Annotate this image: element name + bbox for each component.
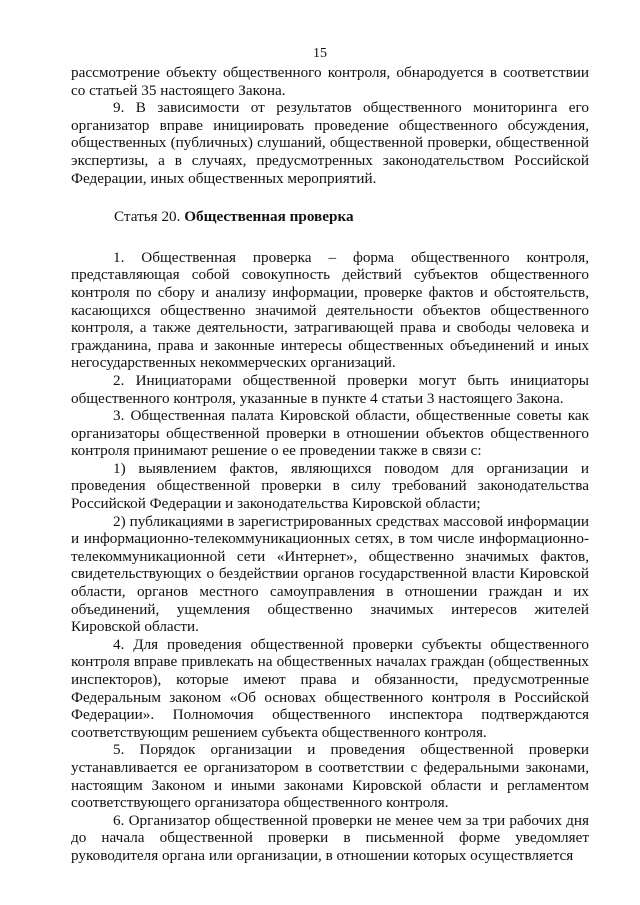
paragraph-item-9: 9. В зависимости от результатов общественного мониторинга его организатор вправе инициировать проведение общественного обсуждения, общественных (публичных) слушаний, общественной проверки, общественной экспертизы, а в случаях, предусмотренных законодательством Российской Федерации, иных общественных мероприятий. [71, 99, 589, 187]
paragraph-item-6: 6. Организатор общественной проверки не менее чем за три рабочих дня до начала общественной проверки в письменной форме уведомляет руководителя органа или организации, в отношении которых осуществляется [71, 811, 589, 864]
paragraph-item-4: 4. Для проведения общественной проверки субъекты общественного контроля вправе привлекать на общественных началах граждан (общественных инспекторов), которые имеют права и обязанности, предусмотренные Федеральным законом «Об основах общественного контроля в Российской Федерации». Полномочия общественного инспектора подтверждаются соответствующим решением субъекта общественного контроля. [71, 635, 589, 741]
document-body [71, 64, 589, 865]
paragraph-item-5: 5. Порядок организации и проведения общественной проверки устанавливается ее организатором в соответствии с федеральными законами, настоящим Законом и иными законами Кировской области и регламентом соответствующего организатора общественного контроля. [71, 741, 589, 812]
article-heading-title: Общественная проверка [184, 208, 354, 226]
subparagraph-item-2: 2) публикациями в зарегистрированных средствах массовой информации и информационно-телекоммуникационных сетях, в том числе информационно-телекоммуникационной сети «Интернет», общественно значимых фактов, свидетельствующих о бездействии органов государственной власти Кировской области, органов местного самоуправления в отношении граждан и их объединений, ущемления общественно значимых интересов жителей Кировской области. [71, 512, 589, 636]
paragraph-continuation: рассмотрение объекту общественного контроля, обнародуется в соответствии со статьей 35 настоящего Закона. [71, 64, 589, 99]
paragraph-item-2: 2. Инициаторами общественной проверки могут быть инициаторы общественного контроля, указанные в пункте 4 статьи 3 настоящего Закона. [71, 371, 589, 407]
article-heading [71, 208, 589, 226]
paragraph-item-3: 3. Общественная палата Кировской области, общественные советы как организаторы общественной проверки в отношении объектов общественного контроля принимают решение о ее проведении также в связи с: [71, 407, 589, 460]
page-number: 15 [313, 46, 327, 61]
paragraph-item-1: 1. Общественная проверка – форма общественного контроля, представляющая собой совокупность действий субъектов общественного контроля по сбору и анализу информации, проверке фактов и обстоятельств, касающихся общественно значимой деятельности объектов общественного контроля, а также деятельности, затрагивающей права и свободы человека и гражданина, права и законные интересы общественных объединений и иных негосударственных некоммерческих организаций. [71, 248, 589, 372]
subparagraph-item-1: 1) выявлением фактов, являющихся поводом для организации и проведения общественной проверки в силу требований законодательства Российской Федерации и законодательства Кировской области; [71, 459, 589, 513]
article-heading-prefix: Статья 20. [114, 208, 185, 226]
